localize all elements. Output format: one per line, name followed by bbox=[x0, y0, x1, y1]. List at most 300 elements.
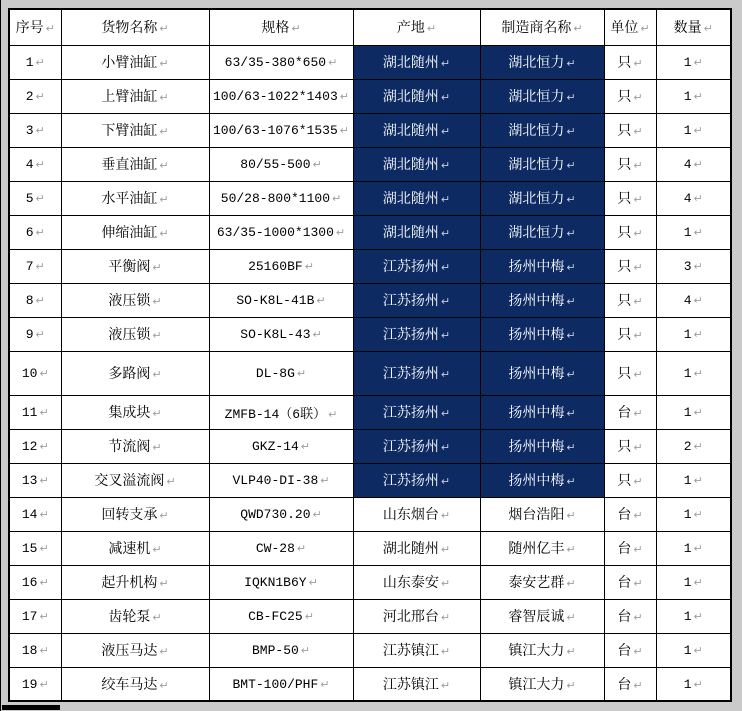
column-header-label: 规格 bbox=[261, 20, 290, 37]
column-header-label: 数量 bbox=[673, 20, 702, 37]
cell-unit[interactable] bbox=[604, 45, 656, 79]
cell-text: 湖北随州 bbox=[382, 191, 439, 207]
paragraph-mark-icon: ↵ bbox=[633, 57, 643, 70]
cell-text: 烟台浩阳 bbox=[508, 507, 565, 523]
cell-unit[interactable] bbox=[604, 351, 656, 395]
column-header-spec[interactable] bbox=[209, 9, 353, 45]
cell-qty[interactable] bbox=[656, 351, 731, 395]
cell-name[interactable] bbox=[61, 283, 209, 317]
cell-text: DL-8G bbox=[255, 366, 295, 381]
paragraph-mark-icon: ↵ bbox=[39, 610, 49, 623]
cell-text: 5 bbox=[25, 191, 34, 206]
paragraph-mark-icon: ↵ bbox=[566, 368, 576, 381]
cell-text: 减速机 bbox=[108, 541, 151, 557]
paragraph-mark-icon: ↵ bbox=[320, 677, 330, 691]
cell-text: 台 bbox=[617, 507, 632, 523]
paragraph-mark-icon: ↵ bbox=[633, 159, 643, 172]
cell-manufacturer[interactable] bbox=[480, 565, 604, 599]
cell-name[interactable] bbox=[61, 215, 209, 249]
table-row bbox=[9, 565, 731, 599]
cell-name[interactable] bbox=[61, 317, 209, 351]
cell-qty[interactable] bbox=[656, 317, 731, 351]
paragraph-mark-icon: ↵ bbox=[304, 610, 314, 623]
cell-spec[interactable] bbox=[209, 45, 353, 79]
cell-text: 100/63-1022*1403 bbox=[212, 89, 338, 104]
cell-text: 只 bbox=[617, 366, 632, 382]
cell-no[interactable] bbox=[9, 351, 61, 395]
cell-text: 山东泰安 bbox=[382, 575, 439, 591]
cell-text: 集成块 bbox=[108, 405, 151, 421]
cell-text: 2 bbox=[25, 89, 34, 104]
cell-qty[interactable] bbox=[656, 147, 731, 181]
cell-text: 台 bbox=[617, 676, 632, 693]
paragraph-mark-icon: ↵ bbox=[39, 644, 49, 657]
cell-no[interactable] bbox=[9, 497, 61, 531]
cell-origin[interactable] bbox=[353, 79, 480, 113]
cell-origin[interactable] bbox=[353, 215, 480, 249]
paragraph-mark-icon: ↵ bbox=[440, 295, 451, 308]
table-row bbox=[9, 317, 731, 351]
cell-name[interactable] bbox=[61, 249, 209, 283]
cell-origin[interactable] bbox=[353, 667, 480, 701]
cell-origin[interactable] bbox=[353, 531, 480, 565]
paragraph-mark-icon: ↵ bbox=[35, 90, 45, 103]
cell-name[interactable] bbox=[61, 497, 209, 531]
paragraph-mark-icon: ↵ bbox=[440, 645, 451, 658]
cell-text: 山东烟台 bbox=[382, 507, 439, 523]
paragraph-mark-icon: ↵ bbox=[693, 328, 703, 341]
paragraph-mark-icon: ↵ bbox=[152, 261, 162, 274]
cell-origin[interactable] bbox=[353, 497, 480, 531]
column-header-unit[interactable] bbox=[604, 9, 656, 45]
table-row bbox=[9, 351, 731, 395]
cell-spec[interactable] bbox=[209, 531, 353, 565]
cell-name[interactable] bbox=[61, 429, 209, 463]
cell-text: 只 bbox=[617, 55, 632, 71]
cell-qty[interactable] bbox=[656, 565, 731, 599]
cell-origin[interactable] bbox=[353, 147, 480, 181]
cell-qty[interactable] bbox=[656, 463, 731, 497]
cell-name[interactable] bbox=[61, 565, 209, 599]
cell-qty[interactable] bbox=[656, 531, 731, 565]
cell-unit[interactable] bbox=[604, 429, 656, 463]
cell-manufacturer[interactable] bbox=[480, 351, 604, 395]
cell-text: 湖北恒力 bbox=[508, 123, 565, 139]
cell-text: 3 bbox=[25, 123, 34, 138]
cell-text: 4 bbox=[683, 157, 692, 172]
paragraph-mark-icon: ↵ bbox=[633, 329, 643, 342]
cell-manufacturer[interactable] bbox=[480, 317, 604, 351]
paragraph-mark-icon: ↵ bbox=[566, 475, 576, 488]
paragraph-mark-icon: ↵ bbox=[159, 193, 169, 206]
cell-unit[interactable] bbox=[604, 79, 656, 113]
cell-text: 起升机构 bbox=[101, 575, 158, 591]
cell-unit[interactable] bbox=[604, 283, 656, 317]
cell-text: 台 bbox=[617, 405, 632, 421]
cell-qty[interactable] bbox=[656, 181, 731, 215]
cell-qty[interactable] bbox=[656, 79, 731, 113]
paragraph-mark-icon: ↵ bbox=[566, 611, 576, 624]
paragraph-mark-icon: ↵ bbox=[693, 610, 703, 623]
cell-text: 只 bbox=[617, 89, 632, 105]
paragraph-mark-icon: ↵ bbox=[640, 22, 650, 36]
cell-text: 湖北随州 bbox=[382, 89, 439, 105]
cell-origin[interactable] bbox=[353, 565, 480, 599]
cell-name[interactable] bbox=[61, 599, 209, 633]
cell-text: 只 bbox=[617, 259, 632, 275]
cell-name[interactable] bbox=[61, 633, 209, 667]
cell-spec[interactable] bbox=[209, 497, 353, 531]
paragraph-mark-icon: ↵ bbox=[152, 543, 162, 556]
cell-spec[interactable] bbox=[209, 633, 353, 667]
cell-manufacturer[interactable] bbox=[480, 215, 604, 249]
cell-text: 1 bbox=[683, 676, 692, 692]
paragraph-mark-icon: ↵ bbox=[440, 475, 451, 488]
paragraph-mark-icon: ↵ bbox=[159, 678, 169, 692]
cell-qty[interactable] bbox=[656, 599, 731, 633]
paragraph-mark-icon: ↵ bbox=[693, 158, 703, 171]
paragraph-mark-icon: ↵ bbox=[633, 611, 643, 624]
cell-text: 睿智辰诚 bbox=[508, 609, 565, 625]
cell-unit[interactable] bbox=[604, 317, 656, 351]
cell-name[interactable] bbox=[61, 147, 209, 181]
column-header-origin[interactable] bbox=[353, 9, 480, 45]
cell-name[interactable] bbox=[61, 395, 209, 429]
cell-origin[interactable] bbox=[353, 351, 480, 395]
cell-no[interactable] bbox=[9, 45, 61, 79]
cell-qty[interactable] bbox=[656, 215, 731, 249]
cell-name[interactable] bbox=[61, 667, 209, 701]
paragraph-mark-icon: ↵ bbox=[159, 91, 169, 104]
paragraph-mark-icon: ↵ bbox=[566, 227, 576, 240]
cell-no[interactable] bbox=[9, 79, 61, 113]
cell-manufacturer[interactable] bbox=[480, 79, 604, 113]
cell-manufacturer[interactable] bbox=[480, 633, 604, 667]
cell-text: 11 bbox=[21, 405, 38, 420]
cell-text: 水平油缸 bbox=[101, 191, 158, 207]
cell-manufacturer[interactable] bbox=[480, 147, 604, 181]
cell-text: 扬州中梅 bbox=[508, 405, 565, 421]
table-row bbox=[9, 215, 731, 249]
paragraph-mark-icon: ↵ bbox=[633, 193, 643, 206]
cell-spec[interactable] bbox=[209, 147, 353, 181]
cell-unit[interactable] bbox=[604, 599, 656, 633]
cell-text: 只 bbox=[617, 327, 632, 343]
paragraph-mark-icon: ↵ bbox=[35, 294, 45, 307]
cell-qty[interactable] bbox=[656, 283, 731, 317]
paragraph-mark-icon: ↵ bbox=[152, 611, 162, 624]
cell-manufacturer[interactable] bbox=[480, 45, 604, 79]
cell-name[interactable] bbox=[61, 45, 209, 79]
paragraph-mark-icon: ↵ bbox=[693, 124, 703, 137]
cell-text: 下臂油缸 bbox=[101, 123, 158, 139]
cell-spec[interactable] bbox=[209, 113, 353, 147]
cell-spec[interactable] bbox=[209, 395, 353, 429]
cell-manufacturer[interactable] bbox=[480, 497, 604, 531]
cell-origin[interactable] bbox=[353, 249, 480, 283]
cell-no[interactable] bbox=[9, 395, 61, 429]
cell-origin[interactable] bbox=[353, 45, 480, 79]
table-row bbox=[9, 147, 731, 181]
paragraph-mark-icon: ↵ bbox=[39, 508, 49, 521]
cell-unit[interactable] bbox=[604, 565, 656, 599]
paragraph-mark-icon: ↵ bbox=[335, 226, 346, 239]
column-header-no[interactable] bbox=[9, 9, 61, 45]
column-header-qty[interactable] bbox=[656, 9, 731, 45]
cell-qty[interactable] bbox=[656, 497, 731, 531]
cell-no[interactable] bbox=[9, 147, 61, 181]
cell-text: 只 bbox=[617, 191, 632, 207]
paragraph-mark-icon: ↵ bbox=[440, 159, 451, 172]
paragraph-mark-icon: ↵ bbox=[35, 192, 45, 205]
cell-qty[interactable] bbox=[656, 395, 731, 429]
cell-no[interactable] bbox=[9, 599, 61, 633]
cell-no[interactable] bbox=[9, 215, 61, 249]
cell-text: 只 bbox=[617, 293, 632, 309]
cell-text: 4 bbox=[683, 191, 692, 206]
cell-text: 17 bbox=[21, 609, 38, 624]
paragraph-mark-icon: ↵ bbox=[566, 125, 576, 138]
paragraph-mark-icon: ↵ bbox=[440, 57, 451, 70]
cell-text: SO-K8L-43 bbox=[240, 327, 311, 342]
table-row bbox=[9, 429, 731, 463]
paragraph-mark-icon: ↵ bbox=[35, 56, 45, 69]
cell-origin[interactable] bbox=[353, 429, 480, 463]
cell-text: 1 bbox=[683, 55, 692, 70]
cell-no[interactable] bbox=[9, 429, 61, 463]
cell-origin[interactable] bbox=[353, 181, 480, 215]
cell-text: 1 bbox=[683, 575, 692, 590]
paragraph-mark-icon: ↵ bbox=[35, 158, 45, 171]
paragraph-mark-icon: ↵ bbox=[166, 475, 176, 488]
cell-name[interactable] bbox=[61, 79, 209, 113]
cell-no[interactable] bbox=[9, 633, 61, 667]
cell-text: 齿轮泵 bbox=[108, 609, 151, 625]
paragraph-mark-icon: ↵ bbox=[39, 406, 49, 419]
column-header-label: 单位 bbox=[610, 20, 639, 37]
cell-text: 多路阀 bbox=[108, 366, 151, 382]
cell-qty[interactable] bbox=[656, 667, 731, 701]
cell-unit[interactable] bbox=[604, 633, 656, 667]
paragraph-mark-icon: ↵ bbox=[566, 577, 576, 590]
cell-spec[interactable] bbox=[209, 463, 353, 497]
cell-origin[interactable] bbox=[353, 633, 480, 667]
cell-manufacturer[interactable] bbox=[480, 599, 604, 633]
cell-text: 台 bbox=[617, 643, 632, 659]
cell-text: 13 bbox=[21, 473, 38, 488]
paragraph-mark-icon: ↵ bbox=[440, 227, 451, 240]
cell-text: 泰安艺群 bbox=[508, 575, 565, 591]
cell-text: 湖北恒力 bbox=[508, 55, 565, 71]
cell-text: 1 bbox=[683, 89, 692, 104]
paragraph-mark-icon: ↵ bbox=[566, 159, 576, 172]
cell-text: 绞车马达 bbox=[101, 676, 158, 693]
paragraph-mark-icon: ↵ bbox=[159, 57, 169, 70]
cell-spec[interactable] bbox=[209, 429, 353, 463]
cell-unit[interactable] bbox=[604, 463, 656, 497]
cell-text: 湖北恒力 bbox=[508, 225, 565, 241]
paragraph-mark-icon: ↵ bbox=[426, 22, 437, 36]
cell-no[interactable] bbox=[9, 113, 61, 147]
cell-text: 80/55-500 bbox=[240, 157, 311, 172]
cell-spec[interactable] bbox=[209, 181, 353, 215]
paragraph-mark-icon: ↵ bbox=[35, 226, 45, 239]
cell-text: 河北邢台 bbox=[382, 609, 439, 625]
paragraph-mark-icon: ↵ bbox=[308, 576, 318, 589]
cell-text: 1 bbox=[25, 55, 34, 70]
paragraph-mark-icon: ↵ bbox=[39, 440, 49, 453]
cell-text: 上臂油缸 bbox=[101, 89, 158, 105]
cell-no[interactable] bbox=[9, 249, 61, 283]
cell-text: 3 bbox=[683, 259, 692, 274]
paragraph-mark-icon: ↵ bbox=[693, 542, 703, 555]
cell-no[interactable] bbox=[9, 463, 61, 497]
cell-text: SO-K8L-41B bbox=[236, 293, 315, 308]
cell-text: 扬州中梅 bbox=[508, 366, 565, 382]
paragraph-mark-icon: ↵ bbox=[440, 611, 451, 624]
cell-text: 江苏镇江 bbox=[382, 676, 439, 693]
cell-manufacturer[interactable] bbox=[480, 531, 604, 565]
paragraph-mark-icon: ↵ bbox=[39, 677, 49, 691]
cell-name[interactable] bbox=[61, 531, 209, 565]
paragraph-mark-icon: ↵ bbox=[440, 193, 451, 206]
cell-unit[interactable] bbox=[604, 667, 656, 701]
cell-name[interactable] bbox=[61, 463, 209, 497]
cell-text: 14 bbox=[21, 507, 38, 522]
paragraph-mark-icon: ↵ bbox=[159, 509, 169, 522]
cell-text: 平衡阀 bbox=[108, 259, 151, 275]
cell-text: 扬州中梅 bbox=[508, 439, 565, 455]
cell-text: 1 bbox=[683, 473, 692, 488]
paragraph-mark-icon: ↵ bbox=[296, 542, 307, 555]
cell-manufacturer[interactable] bbox=[480, 249, 604, 283]
cell-name[interactable] bbox=[61, 351, 209, 395]
cell-text: 63/35-1000*1300 bbox=[216, 225, 334, 240]
column-header-label: 货物名称 bbox=[101, 20, 158, 37]
cell-manufacturer[interactable] bbox=[480, 113, 604, 147]
cell-text: ZMFB-14（6联） bbox=[224, 406, 327, 422]
column-header-label: 产地 bbox=[396, 20, 425, 37]
cell-text: GKZ-14 bbox=[251, 439, 299, 454]
cell-qty[interactable] bbox=[656, 249, 731, 283]
cell-text: 江苏扬州 bbox=[382, 366, 439, 382]
cell-spec[interactable] bbox=[209, 283, 353, 317]
cell-origin[interactable] bbox=[353, 599, 480, 633]
cell-spec[interactable] bbox=[209, 565, 353, 599]
cell-text: 7 bbox=[25, 259, 34, 274]
cell-manufacturer[interactable] bbox=[480, 463, 604, 497]
cell-origin[interactable] bbox=[353, 283, 480, 317]
cell-unit[interactable] bbox=[604, 113, 656, 147]
cell-unit[interactable] bbox=[604, 181, 656, 215]
cell-text: 液压锁 bbox=[108, 293, 151, 309]
cell-origin[interactable] bbox=[353, 113, 480, 147]
cell-no[interactable] bbox=[9, 667, 61, 701]
cell-origin[interactable] bbox=[353, 317, 480, 351]
paragraph-mark-icon: ↵ bbox=[159, 22, 169, 36]
cell-manufacturer[interactable] bbox=[480, 667, 604, 701]
cell-spec[interactable] bbox=[209, 317, 353, 351]
column-header-manufacturer[interactable] bbox=[480, 9, 604, 45]
paragraph-mark-icon: ↵ bbox=[693, 508, 703, 521]
cell-no[interactable] bbox=[9, 565, 61, 599]
cell-manufacturer[interactable] bbox=[480, 395, 604, 429]
cell-no[interactable] bbox=[9, 317, 61, 351]
cell-text: BMP-50 bbox=[251, 643, 299, 658]
cell-text: 16 bbox=[21, 575, 38, 590]
cell-unit[interactable] bbox=[604, 249, 656, 283]
cell-text: 只 bbox=[617, 473, 632, 489]
cell-text: 扬州中梅 bbox=[508, 473, 565, 489]
cell-text: 湖北恒力 bbox=[508, 157, 565, 173]
cell-unit[interactable] bbox=[604, 531, 656, 565]
cell-spec[interactable] bbox=[209, 599, 353, 633]
cell-spec[interactable] bbox=[209, 79, 353, 113]
cell-origin[interactable] bbox=[353, 395, 480, 429]
cell-spec[interactable] bbox=[209, 249, 353, 283]
cell-text: 1 bbox=[683, 541, 692, 556]
paragraph-mark-icon: ↵ bbox=[693, 260, 703, 273]
cell-qty[interactable] bbox=[656, 113, 731, 147]
cell-name[interactable] bbox=[61, 181, 209, 215]
cell-unit[interactable] bbox=[604, 497, 656, 531]
cell-text: 镇江大力 bbox=[508, 643, 565, 659]
paragraph-mark-icon: ↵ bbox=[693, 677, 703, 691]
paragraph-mark-icon: ↵ bbox=[159, 125, 169, 138]
table-row bbox=[9, 181, 731, 215]
cell-qty[interactable] bbox=[656, 429, 731, 463]
paragraph-mark-icon: ↵ bbox=[440, 441, 451, 454]
paragraph-mark-icon: ↵ bbox=[693, 644, 703, 657]
paragraph-mark-icon: ↵ bbox=[159, 577, 169, 590]
paragraph-mark-icon: ↵ bbox=[566, 509, 576, 522]
cell-text: 湖北恒力 bbox=[508, 191, 565, 207]
cell-no[interactable] bbox=[9, 181, 61, 215]
paragraph-mark-icon: ↵ bbox=[633, 645, 643, 658]
paragraph-mark-icon: ↵ bbox=[440, 125, 451, 138]
cell-spec[interactable] bbox=[209, 215, 353, 249]
cell-qty[interactable] bbox=[656, 633, 731, 667]
cell-spec[interactable] bbox=[209, 351, 353, 395]
cell-name[interactable] bbox=[61, 113, 209, 147]
cell-text: 江苏扬州 bbox=[382, 405, 439, 421]
cell-manufacturer[interactable] bbox=[480, 429, 604, 463]
cell-unit[interactable] bbox=[604, 215, 656, 249]
cell-no[interactable] bbox=[9, 531, 61, 565]
column-header-name[interactable] bbox=[61, 9, 209, 45]
cell-unit[interactable] bbox=[604, 147, 656, 181]
cell-manufacturer[interactable] bbox=[480, 181, 604, 215]
cell-text: 湖北随州 bbox=[382, 541, 439, 557]
paragraph-mark-icon: ↵ bbox=[328, 56, 338, 69]
paragraph-mark-icon: ↵ bbox=[312, 328, 322, 341]
cell-origin[interactable] bbox=[353, 463, 480, 497]
paragraph-mark-icon: ↵ bbox=[566, 295, 576, 308]
cell-spec[interactable] bbox=[209, 667, 353, 701]
paragraph-mark-icon: ↵ bbox=[291, 22, 301, 36]
paragraph-mark-icon: ↵ bbox=[693, 367, 703, 380]
table-row bbox=[9, 531, 731, 565]
cell-unit[interactable] bbox=[604, 395, 656, 429]
cell-text: 随州亿丰 bbox=[508, 541, 565, 557]
cell-text: 湖北随州 bbox=[382, 225, 439, 241]
cell-text: 18 bbox=[21, 643, 38, 658]
cell-text: 扬州中梅 bbox=[508, 327, 565, 343]
cell-no[interactable] bbox=[9, 283, 61, 317]
cell-text: 50/28-800*1100 bbox=[220, 191, 330, 206]
cell-qty[interactable] bbox=[656, 45, 731, 79]
cell-manufacturer[interactable] bbox=[480, 283, 604, 317]
